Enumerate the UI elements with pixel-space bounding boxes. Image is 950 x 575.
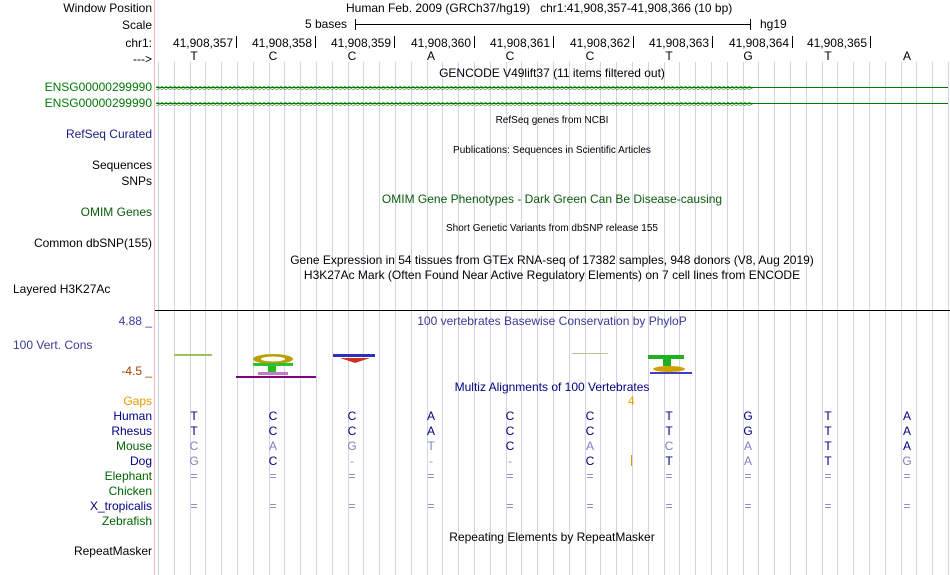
alignment-base: T: [190, 409, 198, 423]
alignment-base: G: [902, 454, 912, 468]
ruler-position-label: 41,908,362: [569, 36, 630, 50]
omim-track-title[interactable]: OMIM Gene Phenotypes - Dark Green Can Be Disease-causing: [381, 192, 723, 206]
phylop-mark-col3: [333, 354, 375, 357]
ruler-base: C: [347, 49, 357, 63]
alignment-base: C: [268, 409, 278, 423]
ruler-position-label: 41,908,364: [728, 36, 789, 50]
h3k27ac-track-title[interactable]: H3K27Ac Mark (Often Found Near Active Regulatory Elements) on 7 cell lines from ENCODE: [303, 268, 801, 282]
alignment-base: C: [189, 439, 199, 453]
alignment-base: G: [189, 454, 199, 468]
alignment-base: C: [585, 454, 595, 468]
ruler-base: T: [190, 49, 198, 63]
ruler-base: A: [426, 49, 436, 63]
alignment-base: A: [743, 454, 753, 468]
phylop-logo-t-top: [648, 355, 684, 359]
alignment-base: C: [268, 454, 278, 468]
species-label[interactable]: Human: [113, 409, 152, 423]
species-label[interactable]: X_tropicalis: [89, 499, 152, 513]
alignment-base: T: [665, 409, 673, 423]
phylop-mark: [174, 354, 212, 356]
alignment-base: G: [347, 439, 357, 453]
gencode-track-title[interactable]: GENCODE V49lift37 (11 items filtered out): [439, 66, 665, 80]
phylop-logo-c-inner: [261, 357, 285, 362]
alignment-base: =: [824, 469, 832, 483]
position-range: chr1:41,908,357-41,908,366 (10 bp): [540, 1, 733, 15]
alignment-base: =: [586, 499, 594, 513]
ruler-base: A: [902, 49, 912, 63]
alignment-base: C: [664, 439, 674, 453]
alignment-base: =: [824, 499, 832, 513]
multiz-track-title[interactable]: Multiz Alignments of 100 Vertebrates: [454, 380, 650, 394]
phylop-mark-col6: [572, 353, 608, 354]
ruler-position-label: 41,908,361: [489, 36, 550, 50]
alignment-base: G: [743, 424, 753, 438]
alignment-base: T: [665, 454, 673, 468]
alignment-base: =: [665, 469, 673, 483]
species-label[interactable]: Mouse: [115, 439, 152, 453]
snps-label[interactable]: SNPs: [121, 174, 152, 188]
alignment-base: T: [824, 454, 832, 468]
alignment-base: A: [426, 424, 436, 438]
scale-db: hg19: [760, 17, 787, 31]
scale-label: Scale: [121, 18, 152, 32]
repeatmasker-track-title[interactable]: Repeating Elements by RepeatMasker: [449, 530, 655, 544]
gap-insertion-mark: [631, 455, 632, 466]
gtex-track-title[interactable]: Gene Expression in 54 tissues from GTEx RNA-seq of 17382 samples, 948 donors (V8, Aug 2019): [290, 253, 814, 267]
gene-label-1[interactable]: ENSG00000299990: [44, 80, 152, 94]
alignment-base: =: [903, 499, 911, 513]
alignment-base: =: [903, 469, 911, 483]
alignment-base: T: [427, 439, 435, 453]
species-label[interactable]: Zebrafish: [101, 514, 152, 528]
alignment-base: T: [824, 409, 832, 423]
gene-label-2[interactable]: ENSG00000299990: [44, 96, 152, 110]
alignment-base: -: [429, 454, 433, 468]
phylop-min-label: -4.5 _: [121, 364, 152, 378]
alignment-base: A: [743, 439, 753, 453]
repeatmasker-label[interactable]: RepeatMasker: [73, 544, 152, 558]
alignment-base: A: [426, 409, 436, 423]
species-label[interactable]: Rhesus: [111, 424, 152, 438]
alignment-base: =: [744, 499, 752, 513]
alignment-base: =: [190, 469, 198, 483]
publications-track-title[interactable]: Publications: Sequences in Scientific Articles: [453, 145, 651, 156]
alignment-base: A: [902, 439, 912, 453]
alignment-base: =: [665, 499, 673, 513]
alignment-base: =: [269, 469, 277, 483]
omim-label[interactable]: OMIM Genes: [80, 205, 152, 219]
alignment-base: C: [347, 424, 357, 438]
ruler-position-label: 41,908,358: [251, 36, 312, 50]
species-label[interactable]: Chicken: [108, 484, 152, 498]
alignment-base: C: [347, 409, 357, 423]
phylop-logo-bar: [253, 363, 293, 366]
alignment-base: =: [506, 469, 514, 483]
cons-label[interactable]: 100 Vert. Cons: [13, 338, 93, 352]
phylop-mark-col3-neg: [340, 358, 370, 363]
alignment-base: =: [348, 499, 356, 513]
phylop-logo-neg: [258, 372, 288, 375]
dbsnp-label[interactable]: Common dbSNP(155): [33, 236, 152, 250]
alignment-base: -: [350, 454, 354, 468]
alignment-base: C: [505, 439, 515, 453]
alignment-base: =: [744, 469, 752, 483]
alignment-base: T: [824, 439, 832, 453]
alignment-base: =: [190, 499, 198, 513]
alignment-base: A: [268, 439, 278, 453]
alignment-base: C: [268, 424, 278, 438]
alignment-base: G: [743, 409, 753, 423]
phylop-track-title[interactable]: 100 vertebrates Basewise Conservation by PhyloP: [417, 314, 687, 328]
alignment-base: A: [902, 424, 912, 438]
alignment-base: =: [506, 499, 514, 513]
ruler-base: C: [585, 49, 595, 63]
ruler-position-label: 41,908,360: [410, 36, 471, 50]
species-label[interactable]: Elephant: [104, 469, 152, 483]
refseq-track-title[interactable]: RefSeq genes from NCBI: [495, 115, 609, 126]
ruler-position-label: 41,908,357: [172, 36, 233, 50]
gene-model-1-chevrons: >>>>>>>>>>>>>>>>>>>>>>>>>>>>>>>>>>>>>>>>>>>>>>>>>>>>>>>>>>>>>>>>>>>>>>>>>>>>>>>>>>>>>>>>>>>>>>>>>>>>>>>>>>>>>>>>>>>>>>>>>>>>>>>>>>>>>>>>>>>>: [156, 84, 752, 92]
alignment-base: C: [505, 424, 515, 438]
chr-label: chr1:: [125, 36, 152, 50]
alignment-base: C: [505, 409, 515, 423]
phylop-logo-t-stem: [663, 359, 671, 366]
scale-bases: 5 bases: [305, 17, 348, 31]
dbsnp-track-title[interactable]: Short Genetic Variants from dbSNP release 155: [446, 223, 658, 234]
ruler-base: C: [505, 49, 515, 63]
gene-model-2-chevrons: >>>>>>>>>>>>>>>>>>>>>>>>>>>>>>>>>>>>>>>>>>>>>>>>>>>>>>>>>>>>>>>>>>>>>>>>>>>>>>>>>>>>>>>>>>>>>>>>>>>>>>>>>>>>>>>>>>>>>>>>>>>>>>>>>>>>>>>>>>>>: [156, 100, 752, 108]
species-label[interactable]: Dog: [129, 454, 152, 468]
alignment-base: C: [585, 424, 595, 438]
alignment-base: =: [586, 469, 594, 483]
alignment-base: A: [585, 439, 595, 453]
ruler-base: C: [268, 49, 278, 63]
refseq-label[interactable]: RefSeq Curated: [65, 127, 152, 141]
ruler-base: G: [743, 49, 753, 63]
ruler-position-label: 41,908,359: [330, 36, 391, 50]
assembly-name: Human Feb. 2009 (GRCh37/hg19): [346, 1, 531, 15]
window-position-label: Window Position: [63, 1, 152, 15]
ruler-base: T: [665, 49, 673, 63]
alignment-base: C: [585, 409, 595, 423]
phylop-logo-neg-base: [236, 376, 316, 378]
alignment-base: A: [902, 409, 912, 423]
phylop-max-label: 4.88 _: [118, 314, 152, 328]
gaps-count: 4: [628, 394, 635, 408]
ruler-position-label: 41,908,363: [648, 36, 709, 50]
alignment-base: =: [427, 469, 435, 483]
alignment-base: =: [269, 499, 277, 513]
ruler-base: T: [824, 49, 832, 63]
h3k27ac-label[interactable]: Layered H3K27Ac: [13, 282, 111, 296]
strand-label: --->: [133, 52, 152, 66]
alignment-base: =: [348, 469, 356, 483]
ruler-position-label: 41,908,365: [806, 36, 867, 50]
phylop-logo-stem: [268, 366, 276, 372]
phylop-logo-neg-base2: [650, 372, 692, 374]
alignment-base: T: [665, 424, 673, 438]
alignment-base: -: [508, 454, 512, 468]
alignment-base: T: [824, 424, 832, 438]
alignment-base: =: [427, 499, 435, 513]
alignment-base: T: [190, 424, 198, 438]
gaps-label[interactable]: Gaps: [123, 394, 152, 408]
phylop-logo-neg-c: [653, 366, 685, 372]
sequences-label[interactable]: Sequences: [91, 158, 152, 172]
